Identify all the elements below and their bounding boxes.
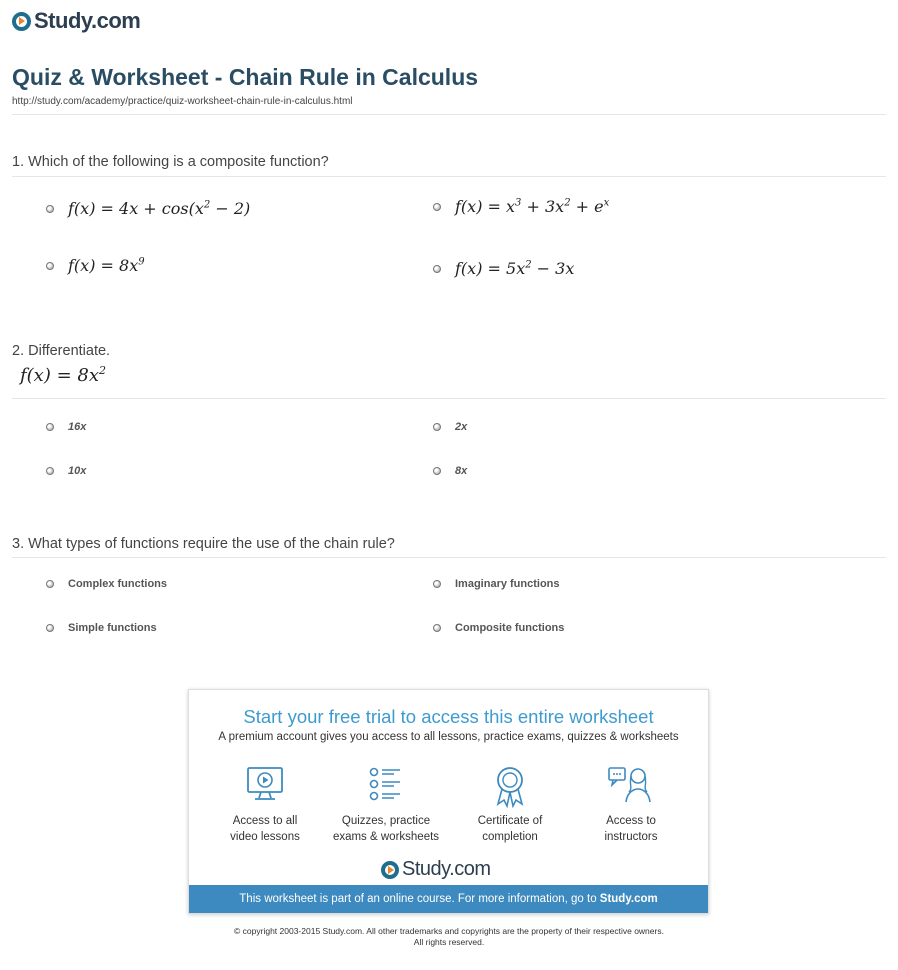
question-2-option-d[interactable] <box>433 465 467 477</box>
radio-button[interactable] <box>46 467 54 475</box>
radio-button[interactable] <box>46 580 54 588</box>
radio-button[interactable] <box>433 265 441 273</box>
feature-instructors <box>571 764 691 845</box>
divider <box>12 557 886 558</box>
radio-button[interactable] <box>433 580 441 588</box>
promo-study-logo[interactable] <box>381 858 491 881</box>
page-title: Quiz & Worksheet - Chain Rule in Calculus <box>12 64 479 90</box>
radio-button[interactable] <box>433 423 441 431</box>
certificate-ribbon-icon <box>490 764 530 808</box>
promo-info-bar: This worksheet is part of an online course. For more information, go to Study.com <box>189 885 708 913</box>
radio-button[interactable] <box>433 203 441 211</box>
divider <box>12 114 886 115</box>
radio-button[interactable] <box>46 423 54 431</box>
question-1-option-c[interactable] <box>46 256 145 275</box>
question-3-option-b[interactable] <box>433 578 560 590</box>
quiz-list-icon <box>366 764 406 804</box>
question-3-option-c[interactable] <box>46 622 157 634</box>
question-3-option-d[interactable] <box>433 622 564 634</box>
feature-quizzes <box>326 764 446 845</box>
logo-text: Study.com <box>34 8 141 33</box>
feature-video-lessons <box>205 764 325 845</box>
radio-button[interactable] <box>433 467 441 475</box>
feature-label: Access to instructors <box>604 815 658 843</box>
question-3-option-a[interactable] <box>46 578 167 590</box>
question-1-option-b[interactable] <box>433 197 609 216</box>
question-2-text: 2. Differentiate. <box>12 343 111 359</box>
option-math: $f(x) = 4x + \cos(x^2 - 2)$ <box>68 199 251 218</box>
option-label: Complex functions <box>68 578 168 590</box>
radio-button[interactable] <box>46 262 54 270</box>
play-circle-icon <box>12 12 31 31</box>
copyright-notice: © copyright 2003-2015 Study.com. All other trademarks and copyrights are the property of their respective owners. All rights reserved. <box>234 926 664 947</box>
question-1-text: 1. Which of the following is a composite function? <box>12 154 329 170</box>
feature-label: Certificate of completion <box>477 815 543 843</box>
radio-button[interactable] <box>433 624 441 632</box>
feature-label: Quizzes, practice exams & worksheets <box>332 815 440 843</box>
study-logo[interactable] <box>12 8 140 34</box>
video-monitor-icon <box>245 764 285 804</box>
instructor-chat-icon <box>607 764 655 804</box>
divider <box>12 176 886 177</box>
option-label: 2x <box>455 421 468 433</box>
feature-label: Access to all video lessons <box>230 815 300 843</box>
logo-text: Study.com <box>402 858 491 880</box>
question-1-option-a[interactable] <box>46 199 250 218</box>
option-label: 8x <box>455 465 468 477</box>
option-label: 16x <box>68 421 87 433</box>
question-2-option-b[interactable] <box>433 421 467 433</box>
option-label: Composite functions <box>455 622 565 634</box>
promo-subtitle: A premium account gives you access to all lessons, practice exams, quizzes & worksheets <box>218 731 679 743</box>
radio-button[interactable] <box>46 624 54 632</box>
question-2-option-a[interactable] <box>46 421 86 433</box>
question-2-expression: $f(x) = 8x^2$ <box>20 364 106 386</box>
promo-title: Start your free trial to access this entire worksheet <box>243 706 654 727</box>
option-math: $f(x) = 8x^9$ <box>68 256 145 275</box>
divider <box>12 398 886 399</box>
radio-button[interactable] <box>46 205 54 213</box>
question-3-text: 3. What types of functions require the use of the chain rule? <box>12 536 395 552</box>
play-circle-icon <box>381 861 399 879</box>
question-2-option-c[interactable] <box>46 465 86 477</box>
option-label: Simple functions <box>68 622 157 634</box>
option-math: $f(x) = 5x^2 - 3x$ <box>455 259 575 278</box>
study-link[interactable]: Study.com <box>599 893 658 905</box>
feature-certificate <box>450 764 570 845</box>
option-label: 10x <box>68 465 87 477</box>
question-1-option-d[interactable] <box>433 259 574 278</box>
free-trial-promo[interactable] <box>188 689 709 914</box>
option-label: Imaginary functions <box>455 578 560 590</box>
option-math: $f(x) = x^3 + 3x^2 + e^x$ <box>455 197 610 216</box>
page-url[interactable]: http://study.com/academy/practice/quiz-worksheet-chain-rule-in-calculus.html <box>12 96 353 107</box>
